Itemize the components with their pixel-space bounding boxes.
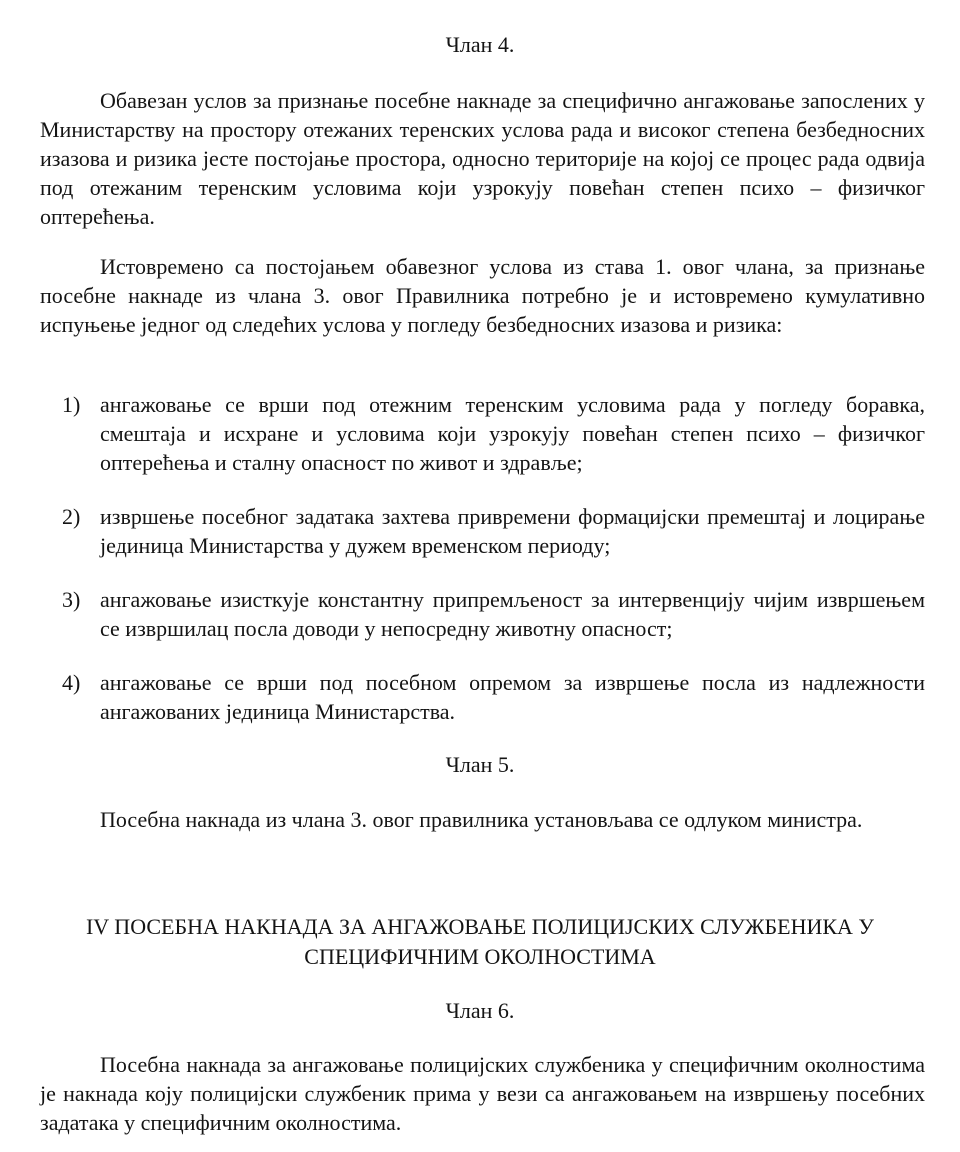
list-item-text: ангажовање се врши под посебном опремом за извршење посла из надлежности ангажованих јединица Министарства. — [100, 670, 925, 724]
list-item-number: 1) — [62, 392, 81, 417]
article-6-paragraph-1-text: Посебна накнада за ангажовање полицијских службеника у специфичним околностима је накнада коју полицијски службеник прима у вези са ангажовањем на извршењу посебних задатака у специфичним околностима. — [40, 1052, 925, 1135]
list-item-number: 4) — [62, 670, 81, 695]
article-5-heading: Члан 5. — [445, 752, 515, 777]
article-4-paragraph-2 — [40, 252, 925, 339]
list-item-4 — [62, 668, 925, 726]
list-item-number: 2) — [62, 504, 81, 529]
list-item-text: ангажовање се врши под отежним теренским условима рада у погледу боравка, смештаја и исхране и условима који узрокују повећан степен психо – физичког оптерећења и сталну опасност по живот и здравље; — [100, 392, 925, 475]
article-4-heading: Члан 4. — [445, 32, 515, 57]
list-item-text: ангажовање изисткује константну припремљеност за интервенцију чијим извршењем се извршилац посла доводи у непосредну животну опасност; — [100, 587, 925, 641]
list-item-2 — [62, 502, 925, 560]
article-6-paragraph-1 — [40, 1050, 925, 1137]
article-5-paragraph-1-text: Посебна накнада из члана 3. овог правилника установљава се одлуком министра. — [100, 807, 863, 832]
article-4-paragraph-1 — [40, 86, 925, 231]
section-4-title: IV ПОСЕБНА НАКНАДА ЗА АНГАЖОВАЊЕ ПОЛИЦИЈСКИХ СЛУЖБЕНИКА У СПЕЦИФИЧНИМ ОКОЛНОСТИМА — [85, 914, 874, 969]
list-item-text: извршење посебног задатака захтева привремени формацијски премештај и лоцирање јединица Министарства у дужем временском периоду; — [100, 504, 925, 558]
list-item-3 — [62, 585, 925, 643]
article-4-paragraph-2-text: Истовремено са постојањем обавезног услова из става 1. овог члана, за признање посебне накнаде из члана 3. овог Правилника потребно је и истовремено кумулативно испуњење једног од следећих услова у погледу безбедносних изазова и ризика: — [40, 254, 925, 337]
article-6-heading: Члан 6. — [445, 998, 515, 1023]
article-4-paragraph-1-text: Обавезан услов за признање посебне накнаде за специфично ангажовање запослених у Министарству на простору отежаних теренских услова рада и високог степена безбедносних изазова и ризика јесте постојање простора, односно територије на којој се процес рада одвија под отежаним теренским условима који узрокују повећан степен психо – физичког оптерећења. — [40, 88, 925, 229]
article-5-paragraph-1 — [40, 805, 925, 834]
list-item-1 — [62, 390, 925, 477]
list-item-number: 3) — [62, 587, 81, 612]
